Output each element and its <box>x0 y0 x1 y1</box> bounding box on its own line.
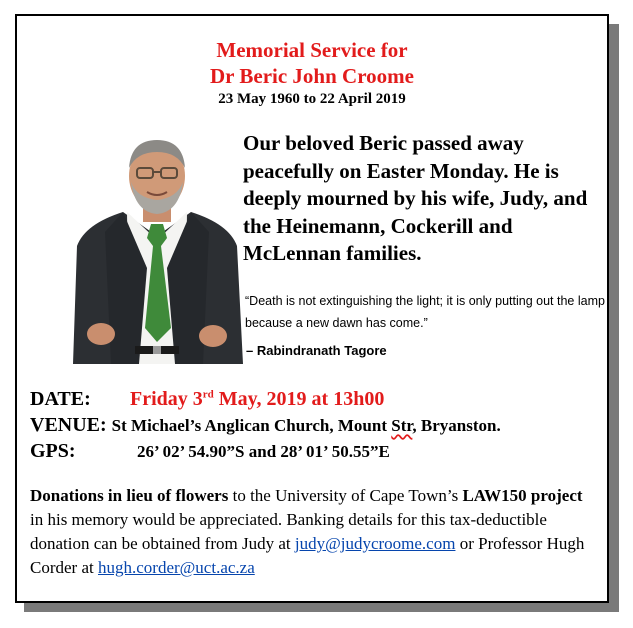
portrait-photo <box>65 128 248 364</box>
donation-text-2: in his memory would be appreciated. Banking details for this tax-deductible donation can be obtained from Judy at <box>30 510 547 553</box>
title-line-1: Memorial Service for <box>216 38 408 62</box>
donation-bold-2: LAW150 project <box>462 486 583 505</box>
venue-part-2: , Bryanston. <box>412 416 501 435</box>
venue-row <box>30 414 501 437</box>
date-value <box>130 388 384 410</box>
date-day: Friday 3 <box>130 388 203 410</box>
title-line-2: Dr Beric John Croome <box>210 64 414 88</box>
donation-text-1: to the University of Cape Town’s <box>228 486 463 505</box>
gps-row <box>30 440 390 463</box>
email-link-judy[interactable]: judy@judycroome.com <box>294 534 456 553</box>
donation-bold-1: Donations in lieu of flowers <box>30 486 229 505</box>
quote-text: “Death is not extinguishing the light; it is only putting out the lamp because a new dawn has come.” <box>245 294 605 330</box>
date-label: DATE: <box>30 388 91 410</box>
donation-text-3: or Professor Hugh Corder at <box>30 534 585 577</box>
announcement-text: Our beloved Beric passed away peacefully on Easter Monday. He is deeply mourned by his wife, Judy, and the Heinemann, Cockerill and McLennan families. <box>243 131 588 265</box>
memorial-notice <box>15 14 609 603</box>
life-dates: 23 May 1960 to 22 April 2019 <box>218 91 406 107</box>
date-rest: May, 2019 at 13h00 <box>213 388 385 410</box>
venue-value <box>112 416 501 435</box>
venue-part-1: St Michael’s Anglican Church, Mount <box>111 416 392 435</box>
venue-label: VENUE: <box>30 414 107 436</box>
gps-value: 26’ 02’ 54.90”S and 28’ 01’ 50.55”E <box>137 442 390 461</box>
venue-part-str: Str <box>391 416 413 435</box>
donation-paragraph <box>30 484 600 580</box>
date-row <box>30 388 384 411</box>
date-ordinal: rd <box>202 388 214 401</box>
email-link-hugh[interactable]: hugh.corder@uct.ac.za <box>97 558 255 577</box>
gps-label: GPS: <box>30 440 76 462</box>
quote-author: – Rabindranath Tagore <box>246 343 387 358</box>
